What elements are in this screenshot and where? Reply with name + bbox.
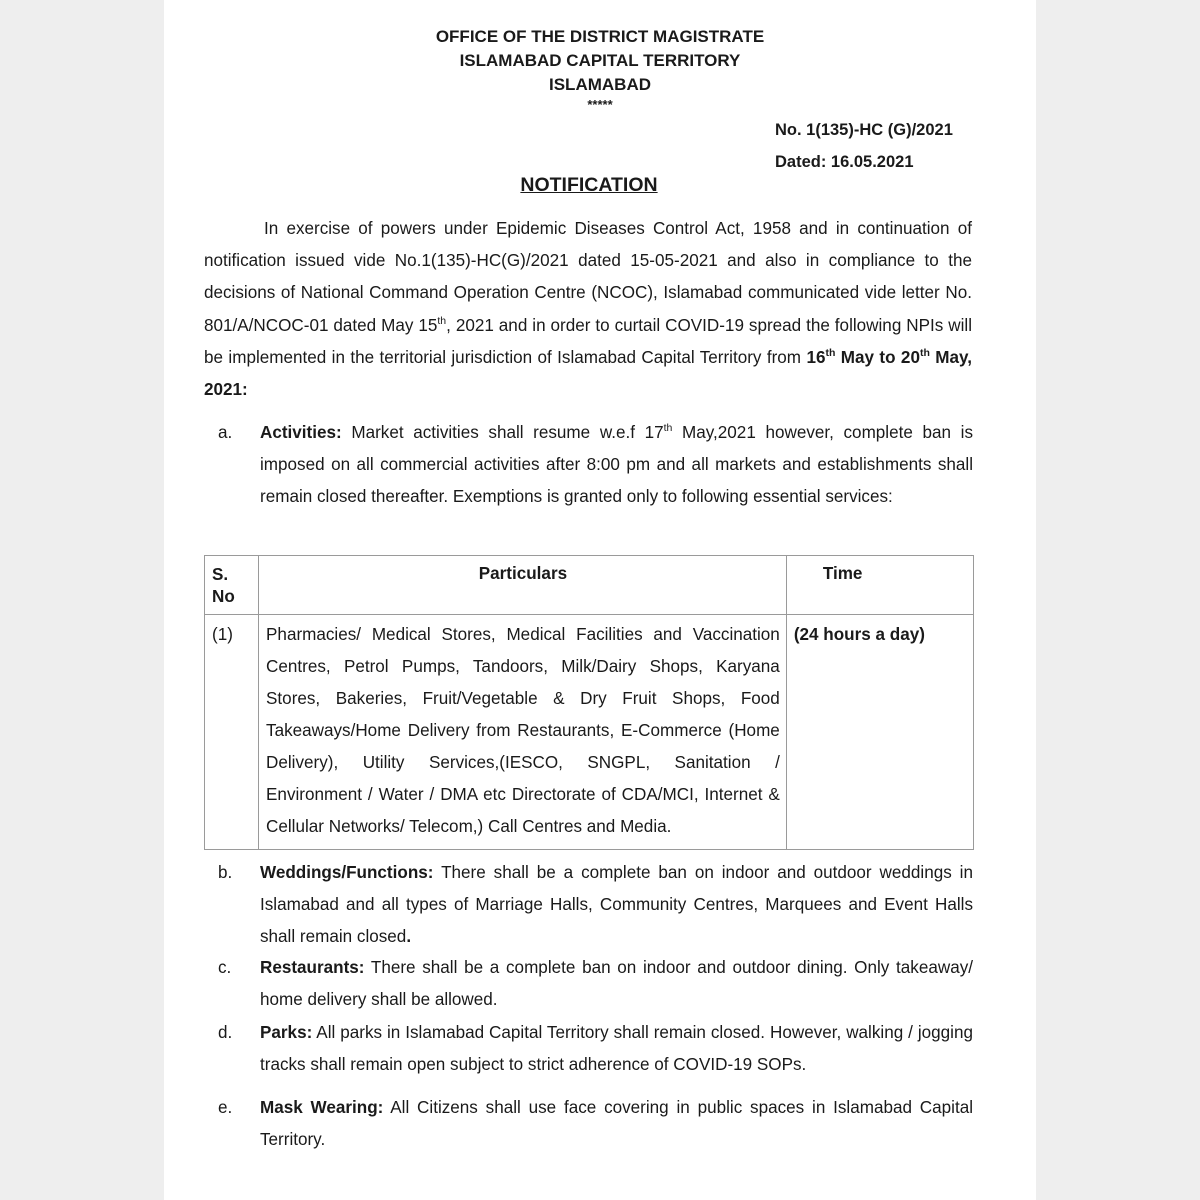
item-mask-wearing: Mask Wearing: All Citizens shall use face covering in public spaces in Islamabad Capital Territory.	[260, 1098, 974, 1149]
item-weddings: Weddings/Functions: There shall be a complete ban on indoor and outdoor weddings in Islamabad and all types of Marriage Halls, Community Centres, Marquees and Event Halls shall remain closed.	[260, 863, 973, 946]
reference-number: No. 1(135)-HC (G)/2021	[775, 121, 953, 139]
item-a-marker: a.	[218, 423, 233, 442]
item-parks: Parks: All parks in Islamabad Capital Territory shall remain closed. However, walking / jogging tracks shall remain open subject to strict adherence of COVID-19 SOPs.	[260, 1023, 973, 1074]
cell-sno: (1)	[205, 615, 259, 850]
territory-heading: ISLAMABAD CAPITAL TERRITORY	[459, 51, 741, 70]
office-heading: OFFICE OF THE DISTRICT MAGISTRATE	[435, 27, 765, 46]
header-stars: *****	[587, 97, 613, 112]
reference-date: Dated: 16.05.2021	[775, 153, 914, 171]
item-b-marker: b.	[218, 863, 233, 882]
column-header-sno: S. No	[205, 556, 259, 615]
notification-title: NOTIFICATION	[520, 174, 658, 196]
column-header-time: Time	[786, 556, 973, 615]
item-d-marker: d.	[218, 1023, 233, 1042]
item-e-marker: e.	[218, 1098, 233, 1117]
city-heading: ISLAMABAD	[549, 75, 651, 94]
item-c-marker: c.	[218, 958, 232, 977]
item-activities: Activities: Market activities shall resume w.e.f 17th May,2021 however, complete ban is imposed on all commercial activities after 8:00 pm and all markets and establishments shall remain closed thereafter. Exemptions is granted only to following essential services:	[260, 422, 974, 506]
column-header-particulars: Particulars	[259, 556, 787, 615]
table-header-row	[205, 556, 974, 615]
intro-paragraph: In exercise of powers under Epidemic Diseases Control Act, 1958 and in continuation of notification issued vide No.1(135)-HC(G)/2021 dated 15-05-2021 and also in compliance to the decisions of National Command Operation Centre (NCOC), Islamabad communicated vide letter No. 801/A/NCOC-01 dated May 15th, 2021 and in order to curtail COVID-19 spread the following NPIs will be implemented in the territorial jurisdiction of Islamabad Capital Territory from 16th May to 20th May, 2021:	[204, 219, 972, 400]
item-restaurants: Restaurants: There shall be a complete ban on indoor and outdoor dining. Only takeaway/ home delivery shall be allowed.	[260, 958, 973, 1009]
table-row	[205, 615, 974, 850]
essential-services-table	[204, 555, 974, 850]
cell-time: (24 hours a day)	[786, 615, 973, 850]
cell-particulars: Pharmacies/ Medical Stores, Medical Facilities and Vaccination Centres, Petrol Pumps, Tandoors, Milk/Dairy Shops, Karyana Stores, Bakeries, Fruit/Vegetable & Dry Fruit Shops, Food Takeaways/Home Delivery from Restaurants, E-Commerce (Home Delivery), Utility Services,(IESCO, SNGPL, Sanitation / Environment / Water / DMA etc Directorate of CDA/MCI, Internet & Cellular Networks/ Telecom,) Call Centres and Media.	[259, 615, 787, 850]
